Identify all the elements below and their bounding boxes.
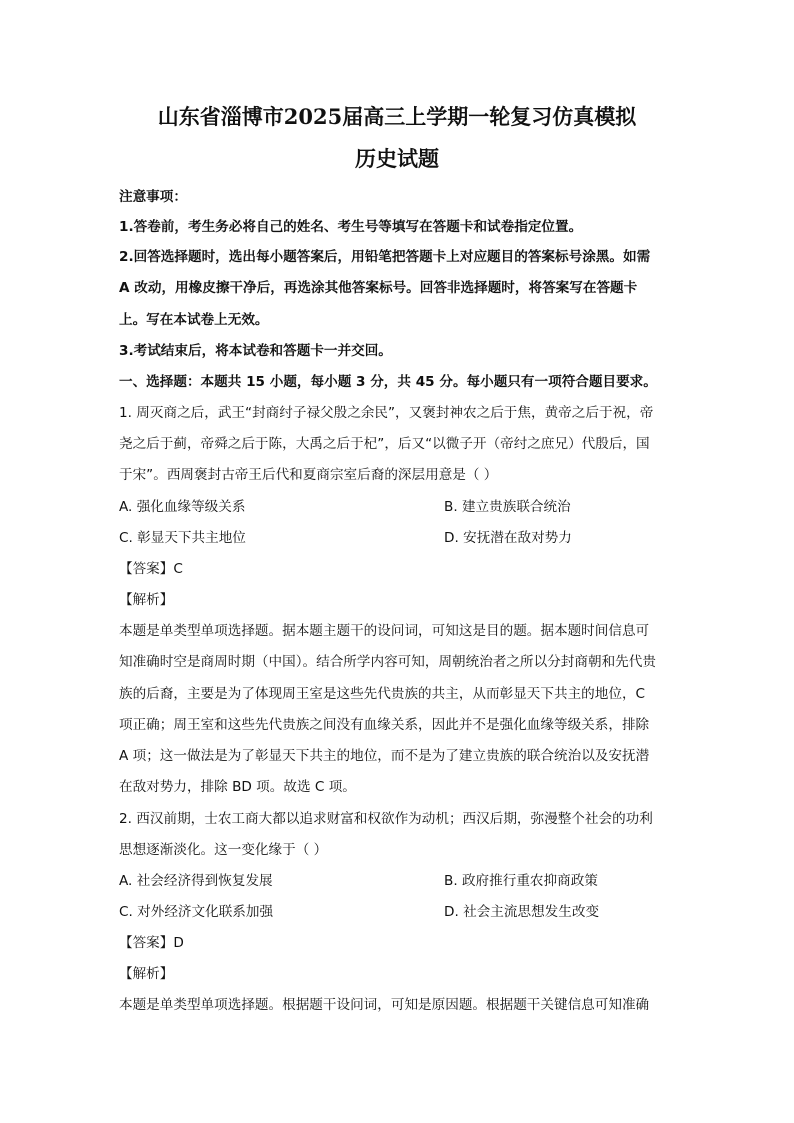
- question-1-option-a: A. 强化血缘等级关系: [119, 499, 246, 515]
- question-1-option-b: B. 建立贵族联合统治: [444, 499, 571, 515]
- question-2-option-d: D. 社会主流思想发生改变: [444, 904, 600, 920]
- question-1-analysis-line-6: 在敌对势力，排除 BD 项。故选 C 项。: [119, 779, 356, 795]
- question-2-analysis-heading: 【解析】: [119, 966, 174, 982]
- question-1-analysis-heading: 【解析】: [119, 592, 174, 608]
- question-1-option-d: D. 安抚潜在敌对势力: [444, 530, 572, 546]
- question-1-analysis-line-5: A 项；这一做法是为了彰显天下共主的地位，而不是为了建立贵族的联合统治以及安抚潜: [119, 748, 650, 764]
- question-1-stem-line-1: 1. 周灭商之后，武王“封商纣子禄父殷之余民”，又褒封神农之后于焦，黄帝之后于祝，帝: [119, 405, 654, 421]
- question-2-option-a: A. 社会经济得到恢复发展: [119, 873, 273, 889]
- notice-item-2-line-1: 2.回答选择题时，选出每小题答案后，用铅笔把答题卡上对应题目的答案标号涂黑。如需: [119, 249, 651, 265]
- question-1-analysis-line-3: 族的后裔，主要是为了体现周王室是这些先代贵族的共主，从而彰显天下共主的地位，C: [119, 686, 646, 702]
- exam-subject-title: 历史试题: [355, 146, 439, 171]
- question-2-stem-line-1: 2. 西汉前期，士农工商大都以追求财富和权欲作为动机；西汉后期，弥漫整个社会的功利: [119, 811, 653, 827]
- question-1-analysis-line-1: 本题是单类型单项选择题。据本题主题干的设问词，可知这是目的题。据本题时间信息可: [119, 623, 650, 639]
- question-1-analysis-line-4: 项正确；周王室和这些先代贵族之间没有血缘关系，因此并不是强化血缘等级关系，排除: [119, 717, 650, 733]
- question-2-option-c: C. 对外经济文化联系加强: [119, 904, 274, 920]
- question-1-answer: 【答案】C: [119, 561, 183, 577]
- notice-item-2-line-3: 上。写在本试卷上无效。: [119, 312, 269, 328]
- question-2-stem-line-2: 思想逐渐淡化。这一变化缘于（ ）: [119, 842, 328, 858]
- notice-item-3: 3.考试结束后，将本试卷和答题卡一并交回。: [119, 343, 392, 359]
- question-1-stem-line-2: 尧之后于蓟，帝舜之后于陈，大禹之后于杞”，后又“以微子开（帝纣之庶兄）代殷后，国: [119, 436, 650, 452]
- exam-title: 山东省淄博市2025届高三上学期一轮复习仿真模拟: [157, 104, 637, 129]
- question-2-option-b: B. 政府推行重农抑商政策: [444, 873, 598, 889]
- question-2-answer: 【答案】D: [119, 935, 184, 951]
- question-2-analysis-line-1: 本题是单类型单项选择题。根据题干设问词，可知是原因题。根据题干关键信息可知准确: [119, 997, 650, 1013]
- notice-heading: 注意事项：: [119, 189, 187, 205]
- question-1-option-c: C. 彰显天下共主地位: [119, 530, 246, 546]
- notice-item-2-line-2: A 改动，用橡皮擦干净后，再选涂其他答案标号。回答非选择题时，将答案写在答题卡: [119, 280, 638, 296]
- section-1-heading: 一、选择题：本题共 15 小题，每小题 3 分，共 45 分。每小题只有一项符合题目要求。: [119, 374, 657, 390]
- question-1-stem-line-3: 于宋”。西周褒封古帝王后代和夏商宗室后裔的深层用意是（ ）: [119, 467, 498, 483]
- question-1-analysis-line-2: 知准确时空是商周时期（中国）。结合所学内容可知，周朝统治者之所以分封商朝和先代贵: [119, 654, 656, 670]
- notice-item-1: 1.答卷前，考生务必将自己的姓名、考生号等填写在答题卡和试卷指定位置。: [119, 219, 583, 235]
